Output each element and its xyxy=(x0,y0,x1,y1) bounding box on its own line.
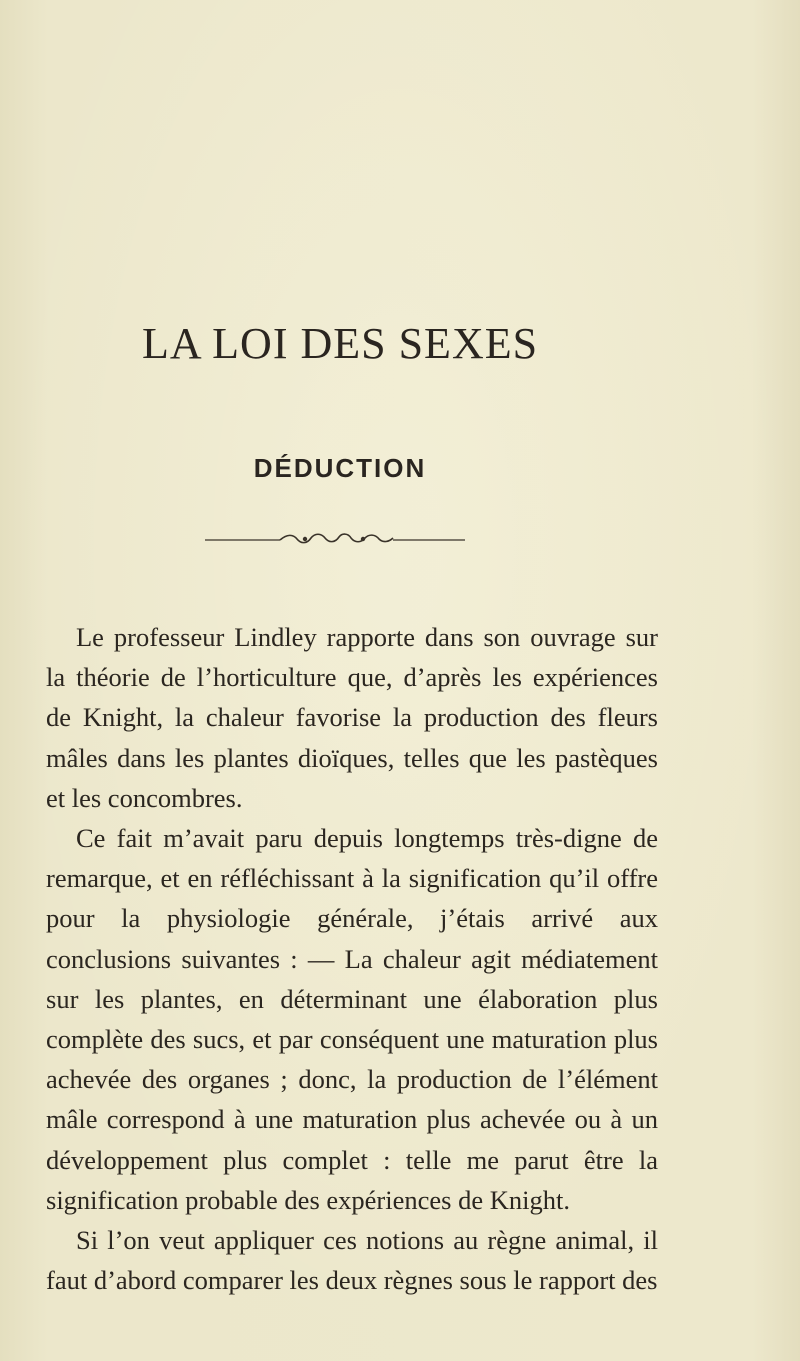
ornamental-divider-icon xyxy=(205,530,465,550)
paragraph: Ce fait m’avait paru depuis longtemps très-digne de remarque, et en réfléchissant à la signification qu’il offre pour la physiologie générale, j’étais arrivé aux conclusions suivantes : — La chaleur agit médiatement sur les plantes, en déterminant une élaboration plus complète des sucs, et par conséquent une maturation plus achevée des organes ; donc, la production de l’élément mâle correspond à une maturation plus achevée ou à un développement plus complet : telle me parut être la signification probable des expériences de Knight. xyxy=(46,823,658,1215)
paragraph: Le professeur Lindley rapporte dans son ouvrage sur la théorie de l’horticulture que, d’après les expériences de Knight, la chaleur favorise la production des fleurs mâles dans les plantes dioïques, telles que les pastèques et les concombres. xyxy=(46,622,658,813)
body-text xyxy=(46,617,658,1300)
chapter-title: LA LOI DES SEXES xyxy=(141,319,539,368)
paragraph: Si l’on veut appliquer ces notions au règne animal, il faut d’abord comparer les deux règnes sous le rapport des xyxy=(46,1225,658,1296)
section-heading: DÉDUCTION xyxy=(253,453,427,483)
